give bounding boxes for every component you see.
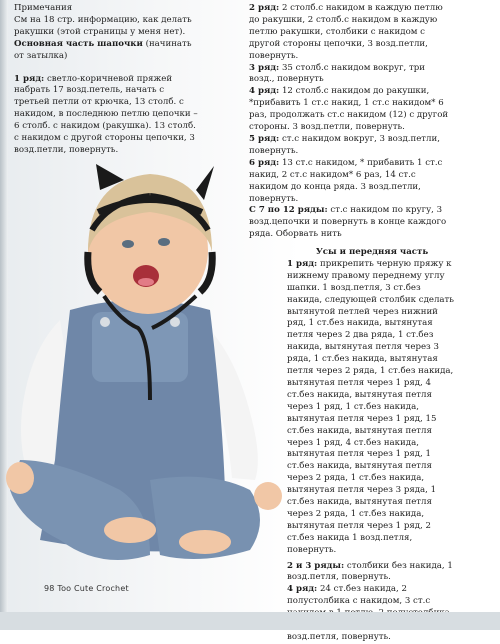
- section-title: Основная часть шапочки: [14, 38, 143, 49]
- row2-label: 2 ряд:: [249, 3, 280, 13]
- notes-text: См на 18 стр. информацию, как делать ракушки (этой страницы у меня нет).: [14, 14, 192, 37]
- row4-label: 4 ряд:: [249, 86, 280, 97]
- right-foot: [179, 530, 231, 554]
- whiskers-text-column: [287, 247, 457, 644]
- rows7-12-label: С 7 по 12 ряды:: [249, 205, 328, 216]
- whiskers-row4-label: 4 ряд:: [287, 584, 318, 595]
- left-eye: [122, 240, 134, 248]
- row3-label: 3 ряд:: [249, 62, 280, 73]
- whiskers-row1-label: 1 ряд:: [287, 258, 318, 269]
- right-eye: [158, 238, 170, 246]
- right-hand: [254, 482, 282, 510]
- row2-text: 2 столб.с накидом в каждую петлю до ракушки, 2 столб.с накидом в каждую петлю ракушки, столбики с накидом с другой стороны цепочки, 3 возд.петли, повернуть.: [249, 3, 443, 61]
- baby-photo: [0, 157, 300, 612]
- page-number: 98: [44, 584, 55, 593]
- whiskers-row4-text: 24 ст.без накида, 2 полустолбика с накидом, 3 ст.с возд.петля, повернуть.: [287, 584, 431, 642]
- row6-text: 13 ст.с накидом, * прибавить 1 ст.с накид, 2 ст.с накидом* 6 раз, 14 ст.с накидом до конца ряда. 3 возд.петли, повернуть.: [249, 157, 443, 204]
- left-hand: [6, 462, 34, 494]
- whiskers-rows2-3-text: столбики без накида, 1 возд.петля, повернуть.: [287, 560, 453, 583]
- rows7-12-text: ст.с накидом по кругу, 3 возд.цепочки и повернуть в конце каждого ряда. Оборвать нить: [249, 205, 447, 240]
- whiskers-subtitle: Усы и передняя часть: [315, 247, 429, 257]
- bib-button-left: [100, 317, 110, 327]
- row1-label: 1 ряд:: [14, 73, 45, 84]
- page-footer: [44, 584, 129, 593]
- row3-text: 35 столб.с накидом вокруг, три возд., повернуть: [249, 62, 426, 85]
- notes-title: Примечания: [14, 3, 73, 13]
- section-subtitle: (начинать от затылка): [14, 38, 192, 61]
- book-title: Too Cute Crochet: [57, 584, 129, 593]
- bottom-margin-strip: [0, 612, 500, 630]
- hat-right-ear: [196, 166, 214, 200]
- left-foot: [104, 517, 156, 543]
- row1-text: светло-коричневой пряжей набрать 17 возд.петель, начать с третьей петли от крючка, 13 столб. с накидом, в последнюю петлю цепочки – 6 столб. с накидом (ракушка). 13 столб. с накидом с другой стороны цепочки, 3 возд.петли, повернуть.: [14, 73, 198, 155]
- row4-text: 12 столб.с накидом до ракушки, *прибавить 1 ст.с накид, 1 ст.с накидом* 6 раз, продолжать ст.с накидом (12) с другой стороны. 3 возд.петли, повернуть.: [249, 86, 449, 133]
- row5-label: 5 ряд:: [249, 133, 280, 144]
- whiskers-rows2-3-label: 2 и 3 ряды:: [287, 560, 345, 571]
- whiskers-row1-text: прикрепить черную пряжу к нижнему правому переднему углу шапки. 1 возд.петля, 3 ст.без накида, следующей столбик сделать вытянутой петлей через нижний ряд, 1 ст.без накида, вытянутая петля через 2 два ряда, 1 ст.без накида, вытянутая петля через 3 ряда, 1 ст.без накида, вытянутая петля через 2 ряда, 1 ст.без накида, вытянутая петля через 1 ряд, 4 ст.без накида, вытянутая петля через 1 ряд, 1 ст.без накида, вытянутая петля через 1 ряд, 15 ст.без накида, вытянутая петля через 1 ряд, 4 ст.без накида, вытянутая петля через 1 ряд, 1 ст.без накида, вытянутая петля через 2 ряда, 1 ст.без накида, вытянутая петля через 3 ряда, 1 ст.без накида, вытянутая петля через 2 ряда, 1 ст.без накида, вытянутая петля через 1 ряд, 2 ст.без накида 1 возд.петля, повернуть.: [287, 258, 454, 555]
- row5-text: ст.с накидом вокруг, 3 возд.петли, повернуть.: [249, 133, 440, 156]
- tongue: [138, 278, 154, 286]
- row6-label: 6 ряд:: [249, 157, 280, 168]
- left-text-column: [14, 3, 202, 157]
